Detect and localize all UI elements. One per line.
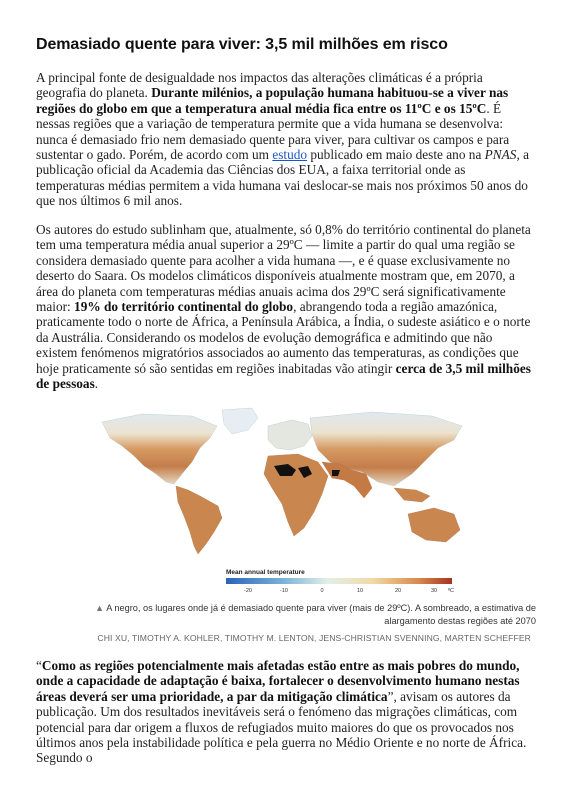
article-title: Demasiado quente para viver: 3,5 mil milhões em risco	[36, 36, 448, 53]
text-run: , abrangendo toda a região amazónica, praticamente todo o norte de África, a Península Arábica, a Índia, o sudeste asiático e o norte da Austrália. Considerando os modelos de evolução demográfica e admitindo que não existem fenómenos migratórios associados ao aumento das temperaturas, as condições que hoje praticamente só são sentidas em regiões inabitadas vão atingir	[36, 299, 531, 376]
text-run: A principal fonte de desigualdade nos impactos das alterações climáticas é a própria geografia do planeta.	[36, 70, 483, 101]
text-run: ”, avisam os autores da publicação. Um dos resultados inevitáveis será o fenómeno das migrações climáticas, com potencial para dar origem a fluxos de refugiados muito maiores do que os provocados nos últimos anos pela instabilidade política e pela guerra no Médio Oriente e no norte de África. Segundo o	[36, 688, 527, 766]
italic-run: PNAS	[484, 147, 517, 163]
temperature-map-figure	[82, 404, 484, 596]
text-run: .	[94, 376, 99, 392]
text-run: Os autores do estudo sublinham que, atualmente, só 0,8% do território continental do planeta tem uma temperatura média anual superior a 29ºC — limite a partir do qual uma região se considera demasiado quente para acolher a vida humana —, e é quase exclusivamente no deserto do Saara. Os modelos climáticos disponíveis atualmente mostram que, em 2070, a área do planeta com temperaturas médias anuais acima dos 29ºC será significativamente maior:	[36, 222, 531, 315]
legend-tick: 10	[356, 588, 364, 594]
text-run: . É nessas regiões que a variação de temperatura permite que a vida humana se desenvolva: nunca é demasiado frio nem demasiado quente para viver, para cultivar os campos e para sustentar o gado. Porém, de acordo com um	[36, 100, 510, 163]
caption-text: A negro, os lugares onde já é demasiado quente para viver (mais de 29ºC). A sombreado, a estimativa de alargamento destas regiões até 2070	[106, 603, 536, 626]
legend-tick: -20	[244, 588, 252, 594]
paragraph-quote	[36, 658, 536, 766]
legend-tick: 20	[394, 588, 402, 594]
world-temperature-map	[82, 404, 484, 596]
paragraph-intro	[36, 70, 536, 209]
paragraph-study	[36, 222, 536, 391]
text-run: , a publicação oficial da Academia das Ciências dos EUA, a faixa territorial onde as temperaturas médias permitem a vida humana vai deslocar-se mais nos próximos 50 anos do que nos últimos 6 mil anos.	[36, 147, 529, 209]
figure-caption	[86, 602, 536, 627]
figure-credit: CHI XU, TIMOTHY A. KOHLER, TIMOTHY M. LENTON, JENS-CHRISTIAN SVENNING, MARTEN SCHEFFER	[97, 633, 531, 643]
legend-tick: 30	[430, 588, 438, 594]
legend-tick: -10	[280, 588, 288, 594]
bold-run: Como as regiões potencialmente mais afetadas estão entre as mais pobres do mundo, onde a capacidade de adaptação é baixa, fortalecer o desenvolvimento humano nestas áreas deverá ser uma prioridade, a par da mitigação climática	[36, 658, 520, 704]
bold-run: Durante milénios, a população humana habituou-se a viver nas regiões do globo em que a temperatura anual média fica entre os 11ºC e os 15ºC	[36, 85, 509, 116]
legend-title: Mean annual temperature	[226, 569, 305, 576]
study-link[interactable]: estudo	[272, 147, 308, 163]
caption-triangle-icon: ▲	[95, 603, 105, 613]
text-run: “	[36, 658, 42, 673]
legend-tick: 0	[320, 588, 324, 594]
legend-unit: ºC	[448, 588, 454, 594]
text-run: publicado em maio deste ano na	[307, 147, 485, 163]
legend-color-bar	[226, 578, 452, 584]
legend-ticks	[244, 587, 454, 594]
bold-run: cerca de 3,5 mil milhões de pessoas	[36, 360, 531, 392]
bold-run: 19% do território continental do globo	[74, 299, 294, 315]
